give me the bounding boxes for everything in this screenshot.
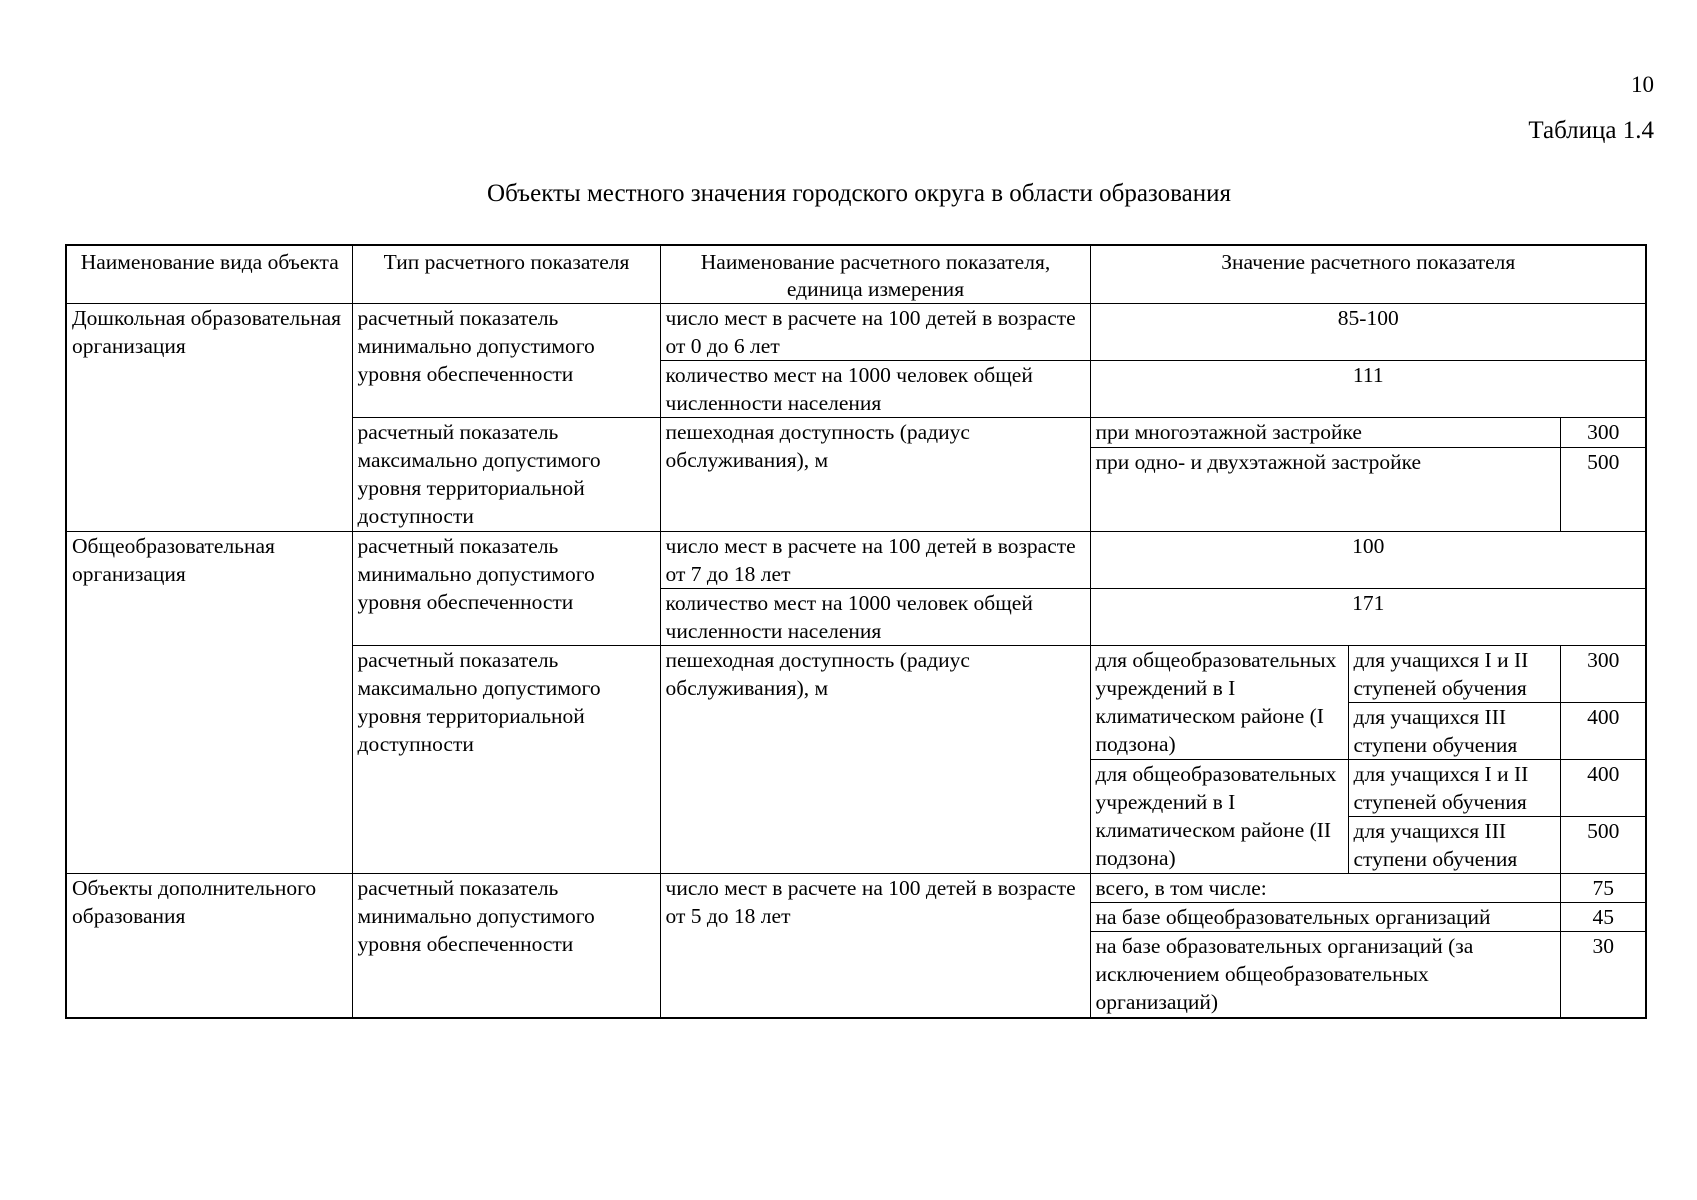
general-value-1: 100: [1090, 532, 1646, 589]
preschool-condition-1-value: 300: [1560, 418, 1646, 448]
preschool-indicator-2: количество мест на 1000 человек общей численности населения: [660, 361, 1090, 418]
preschool-condition-1: при многоэтажной застройке: [1090, 418, 1560, 448]
additional-total-value: 75: [1560, 874, 1646, 903]
general-type-max: расчетный показатель максимально допустимого уровня территориальной доступности: [352, 646, 660, 874]
preschool-type-max: расчетный показатель максимально допустимого уровня территориальной доступности: [352, 418, 660, 532]
table-label: Таблица 1.4: [1528, 117, 1654, 144]
general-indicator-1: число мест в расчете на 100 детей в возрасте от 7 до 18 лет: [660, 532, 1090, 589]
additional-total: всего, в том числе:: [1090, 874, 1560, 903]
preschool-condition-2-value: 500: [1560, 448, 1646, 532]
header-indicator-value: Значение расчетного показателя: [1090, 245, 1646, 304]
general-zone-2-stage-3: для учащихся III ступени обучения: [1348, 817, 1560, 874]
header-indicator-type: Тип расчетного показателя: [352, 245, 660, 304]
general-zone-2-stage-1-2-value: 400: [1560, 760, 1646, 817]
additional-indicator-1: число мест в расчете на 100 детей в возрасте от 5 до 18 лет: [660, 874, 1090, 1018]
document-title: Объекты местного значения городского округа в области образования: [487, 180, 1231, 207]
object-additional-education: Объекты дополнительного образования: [66, 874, 352, 1018]
general-zone-1-stage-1-2: для учащихся I и II ступеней обучения: [1348, 646, 1560, 703]
education-objects-table: [65, 244, 1647, 1019]
general-zone-2: для общеобразовательных учреждений в I климатическом районе (II подзона): [1090, 760, 1348, 874]
preschool-indicator-3: пешеходная доступность (радиус обслуживания), м: [660, 418, 1090, 532]
preschool-value-1: 85-100: [1090, 304, 1646, 361]
general-zone-1-stage-1-2-value: 300: [1560, 646, 1646, 703]
general-value-2: 171: [1090, 589, 1646, 646]
object-general-education: Общеобразовательная организация: [66, 532, 352, 874]
additional-other-base-value: 30: [1560, 932, 1646, 1018]
table-row: [66, 532, 1646, 589]
table-row: [66, 304, 1646, 361]
header-indicator-name: Наименование расчетного показателя, единица измерения: [660, 245, 1090, 304]
page-number: 10: [1631, 72, 1654, 97]
additional-type-min: расчетный показатель минимально допустимого уровня обеспеченности: [352, 874, 660, 1018]
preschool-condition-2: при одно- и двухэтажной застройке: [1090, 448, 1560, 532]
general-zone-1-stage-3-value: 400: [1560, 703, 1646, 760]
preschool-indicator-1: число мест в расчете на 100 детей в возрасте от 0 до 6 лет: [660, 304, 1090, 361]
additional-general-base: на базе общеобразовательных организаций: [1090, 903, 1560, 932]
preschool-value-2: 111: [1090, 361, 1646, 418]
table-header-row: [66, 245, 1646, 304]
additional-other-base: на базе образовательных организаций (за исключением общеобразовательных организаций): [1090, 932, 1560, 1018]
general-zone-2-stage-1-2: для учащихся I и II ступеней обучения: [1348, 760, 1560, 817]
general-zone-1: для общеобразовательных учреждений в I климатическом районе (I подзона): [1090, 646, 1348, 760]
general-type-min: расчетный показатель минимально допустимого уровня обеспеченности: [352, 532, 660, 646]
header-object-type: Наименование вида объекта: [66, 245, 352, 304]
general-indicator-2: количество мест на 1000 человек общей численности населения: [660, 589, 1090, 646]
additional-general-base-value: 45: [1560, 903, 1646, 932]
table-row: [66, 874, 1646, 903]
general-indicator-3: пешеходная доступность (радиус обслуживания), м: [660, 646, 1090, 874]
general-zone-1-stage-3: для учащихся III ступени обучения: [1348, 703, 1560, 760]
object-preschool: Дошкольная образовательная организация: [66, 304, 352, 532]
preschool-type-min: расчетный показатель минимально допустимого уровня обеспеченности: [352, 304, 660, 418]
general-zone-2-stage-3-value: 500: [1560, 817, 1646, 874]
